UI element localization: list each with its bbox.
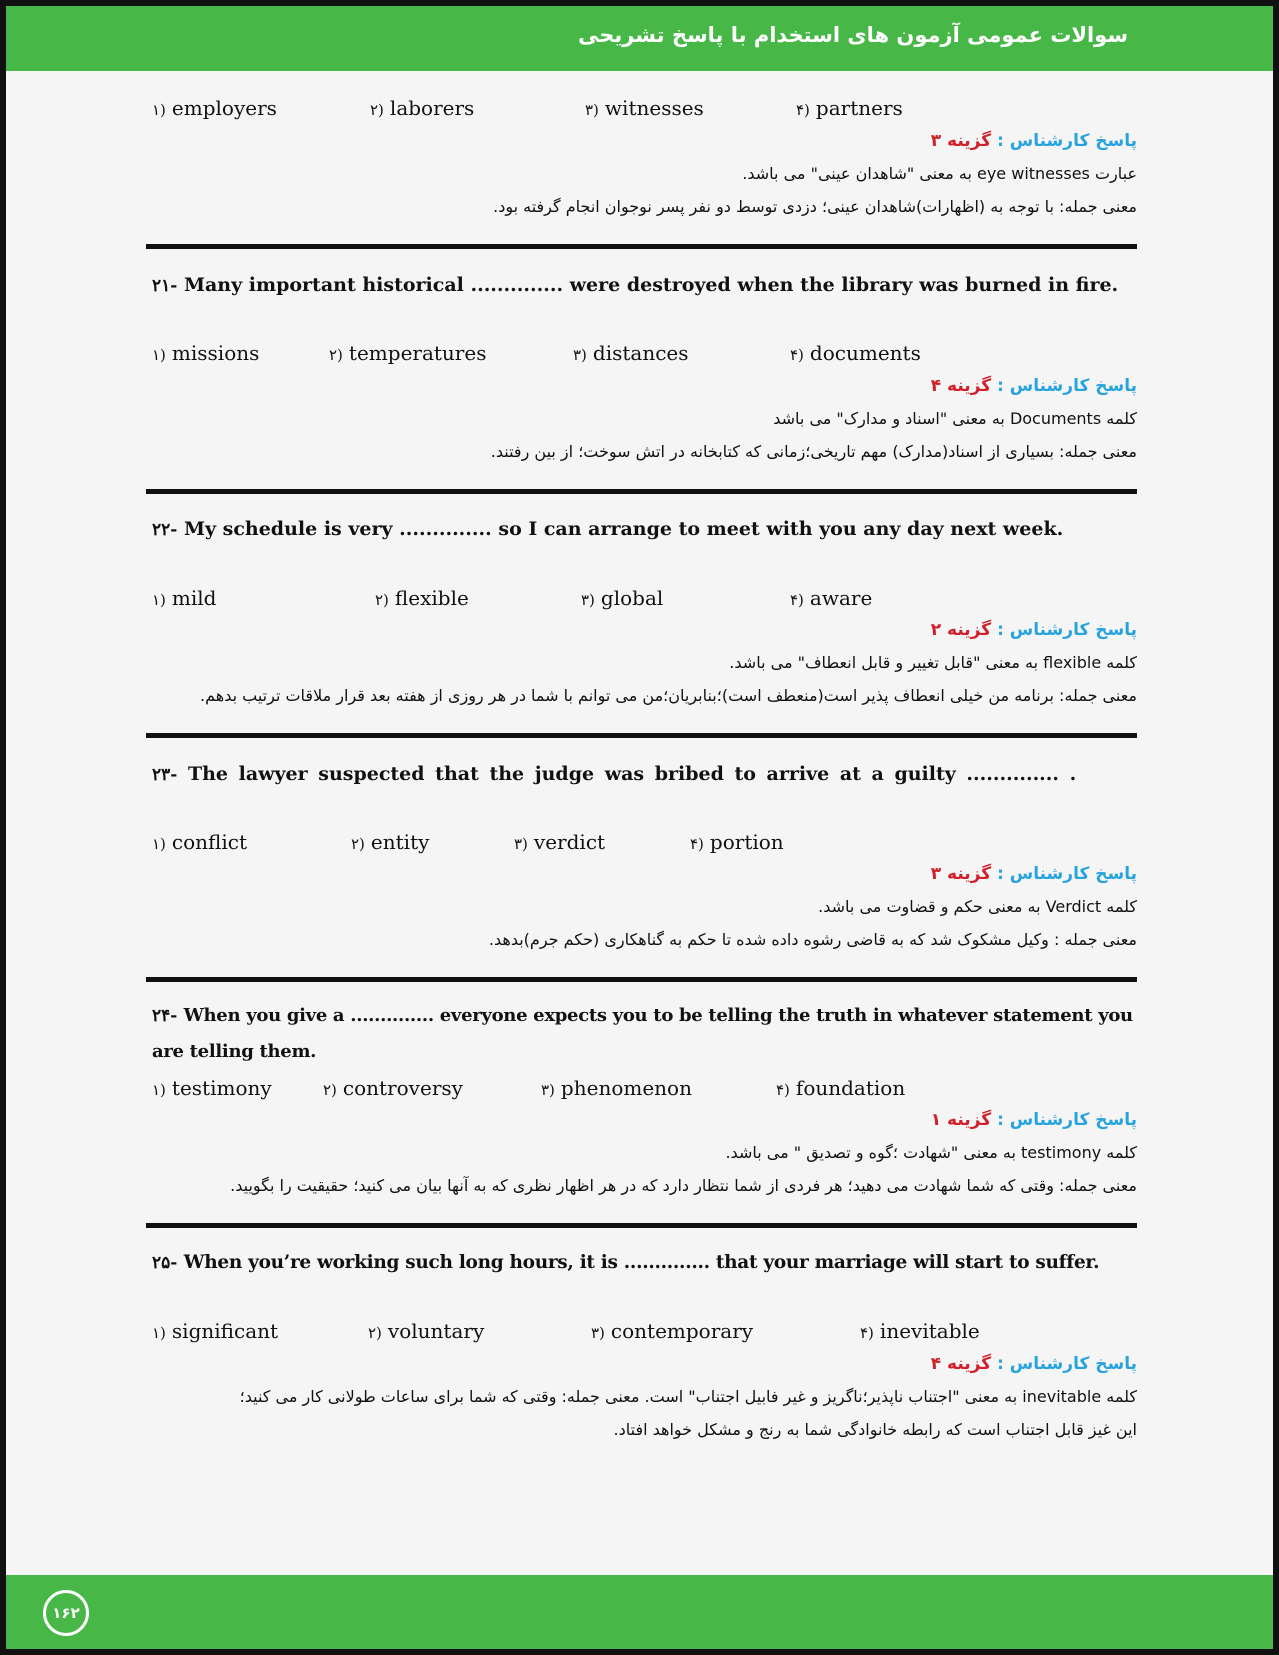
- option: ۳) distances: [573, 341, 689, 365]
- options-row: [152, 341, 1152, 371]
- sentence-meaning: این غیز قابل اجتناب است که رابطه خانوادگی شما به رنج و مشکل خواهد افتاد.: [613, 1420, 1137, 1439]
- question-25: ۲۵- When you’re working such long hours, it is .............. that your marriage will start to suffer.: [152, 1252, 1100, 1273]
- header-title: سوالات عمومی آزمون های استخدام با پاسخ تشریحی: [577, 23, 1128, 47]
- sentence-meaning: معنی جمله: برنامه من خیلی انعطاف پذیر است(منعطف است)؛بنابریان؛من می توانم با شما در هر روزی از هفته بعد قرار ملاقات ترتیب بدهم.: [200, 686, 1137, 705]
- option: ۳) phenomenon: [541, 1076, 692, 1100]
- option: ۲) entity: [351, 830, 430, 854]
- sentence-meaning: معنی جمله: وقتی که شما شهادت می دهید؛ هر فردی از شما نتظار دارد که در هر اظهار نظری که به آنها بیان می کنید؛ حقیقیت را بگویید.: [230, 1176, 1137, 1195]
- section-divider: [146, 489, 1137, 494]
- option: ۲) controversy: [323, 1076, 463, 1100]
- options-row: [152, 830, 1152, 860]
- options-row: [152, 586, 1152, 616]
- option: ۴) partners: [796, 96, 903, 120]
- sentence-meaning: معنی جمله: بسیاری از اسناد(مدارک) مهم تاریخی؛زمانی که کتابخانه در اتش سوخت؛ از بین رفتند.: [490, 442, 1137, 461]
- page-number: ۱۶۲: [43, 1590, 89, 1636]
- answer-explanation: کلمه Documents به معنی "اسناد و مدارک" می باشد: [773, 409, 1137, 428]
- options-row: [152, 1319, 1152, 1349]
- question-23: ۲۳- The lawyer suspected that the judge was bribed to arrive at a guilty .............. .: [152, 763, 1077, 785]
- page-footer: [6, 1575, 1273, 1649]
- option: ۴) aware: [790, 586, 873, 610]
- option: ۴) documents: [790, 341, 921, 365]
- expert-answer: پاسخ کارشناس : گزینه ۴: [930, 376, 1137, 396]
- option: ۲) temperatures: [329, 341, 487, 365]
- question-22: ۲۲- My schedule is very .............. so I can arrange to meet with you any day next week.: [152, 518, 1064, 540]
- section-divider: [146, 1223, 1137, 1228]
- option: ۲) laborers: [370, 96, 475, 120]
- answer-explanation: کلمه testimony به معنی "شهادت ؛گوه و تصدیق " می باشد.: [725, 1143, 1137, 1162]
- options-row: [152, 1076, 1152, 1106]
- option: ۴) portion: [690, 830, 784, 854]
- answer-explanation: کلمه Verdict به معنی حکم و قضاوت می باشد.: [818, 897, 1137, 916]
- option: ۱) employers: [152, 96, 277, 120]
- question-24: ۲۴- When you give a .............. everyone expects you to be telling the truth in whatever statement you are telling them.: [152, 1005, 1133, 1062]
- expert-answer: پاسخ کارشناس : گزینه ۲: [930, 620, 1137, 640]
- option: ۴) inevitable: [860, 1319, 980, 1343]
- option: ۱) mild: [152, 586, 217, 610]
- page-content: [6, 6, 1273, 1575]
- option: ۱) significant: [152, 1319, 279, 1343]
- option: ۳) verdict: [514, 830, 606, 854]
- option: ۳) witnesses: [585, 96, 704, 120]
- options-row: [152, 96, 1152, 126]
- document-page: [6, 6, 1273, 1649]
- section-divider: [146, 733, 1137, 738]
- sentence-meaning: معنی جمله: با توجه به (اظهارات)شاهدان عینی؛ دزدی توسط دو نفر پسر نوجوان انجام گرفته بود.: [493, 197, 1137, 216]
- answer-explanation: عبارت eye witnesses به معنی "شاهدان عینی" می باشد.: [742, 164, 1137, 183]
- option: ۱) missions: [152, 341, 260, 365]
- expert-answer: پاسخ کارشناس : گزینه ۳: [930, 864, 1137, 884]
- option: ۳) global: [581, 586, 664, 610]
- sentence-meaning: معنی جمله : وکیل مشکوک شد که به قاضی رشوه داده شده تا حکم به گناهکاری (حکم جرم)بدهد.: [488, 930, 1137, 949]
- answer-label: پاسخ کارشناس :: [997, 131, 1137, 151]
- answer-explanation: کلمه inevitable به معنی "اجتناب ناپذیر؛ناگریز و غیر فابیل اجتناب" است. معنی جمله: وقتی که شما برای ساعات طولانی کار می کنید؛: [239, 1387, 1137, 1406]
- section-divider: [146, 977, 1137, 982]
- question-21: ۲۱- Many important historical .............. were destroyed when the library was burned in fire.: [152, 274, 1119, 296]
- expert-answer: [931, 131, 1137, 151]
- expert-answer: پاسخ کارشناس : گزینه ۴: [930, 1354, 1137, 1374]
- section-divider: [146, 244, 1137, 249]
- answer-explanation: کلمه flexible به معنی "قابل تغییر و قابل انعطاف" می باشد.: [729, 653, 1137, 672]
- option: ۴) foundation: [776, 1076, 906, 1100]
- option: ۳) contemporary: [591, 1319, 754, 1343]
- option: ۱) testimony: [152, 1076, 272, 1100]
- answer-choice: گزینه ۳: [930, 131, 992, 151]
- option: ۲) voluntary: [368, 1319, 485, 1343]
- option: ۱) conflict: [152, 830, 248, 854]
- expert-answer: پاسخ کارشناس : گزینه ۱: [930, 1110, 1137, 1130]
- option: ۲) flexible: [375, 586, 469, 610]
